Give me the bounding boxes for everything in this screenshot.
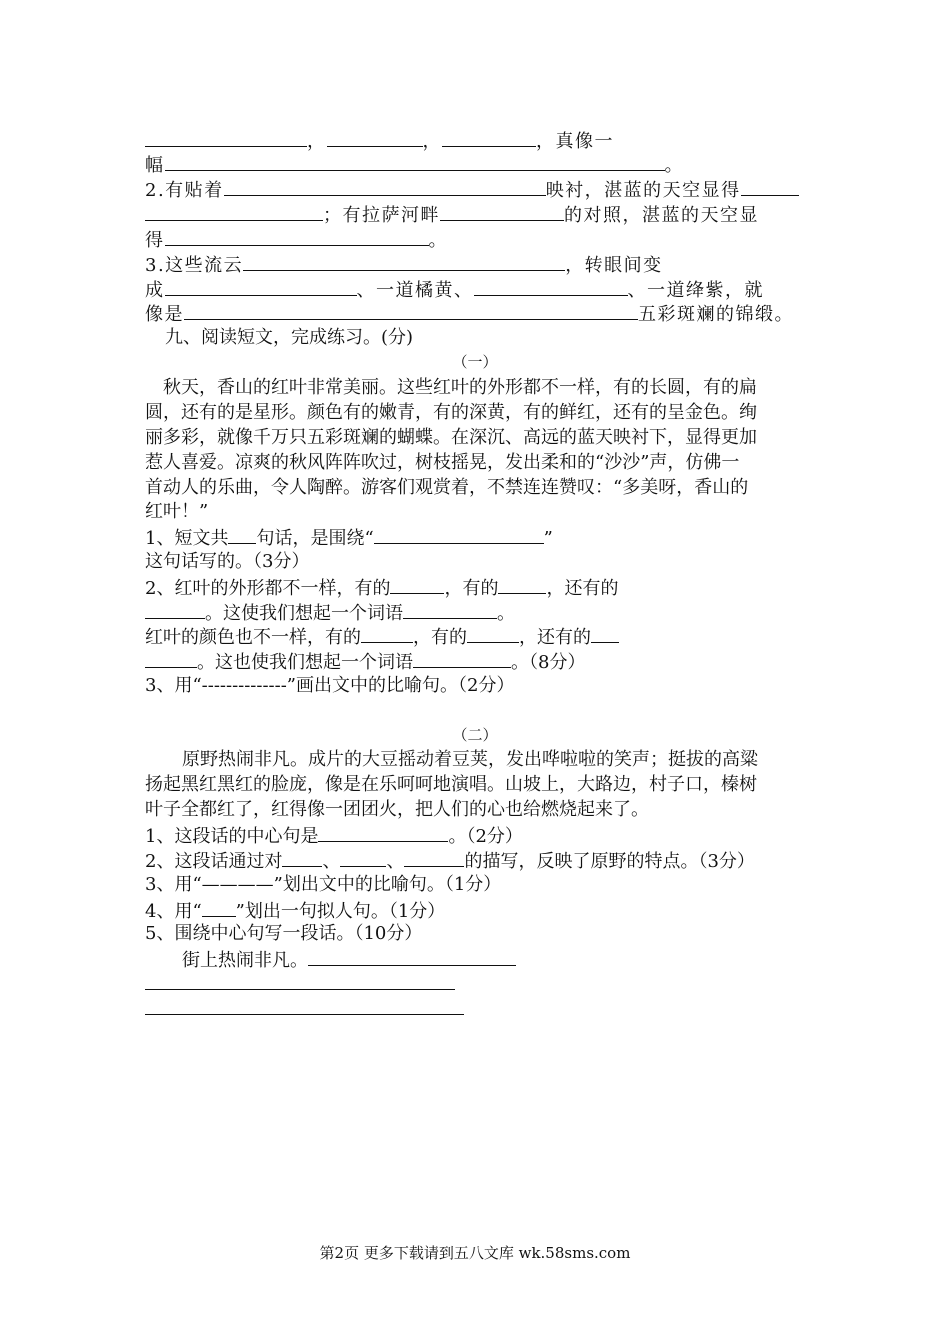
q8-item3-line3: 像是 五彩斑斓的锦缎。 — [145, 301, 794, 327]
q8-item3-line2: 成 、一道橘黄、 、一道绛紫，就 — [145, 277, 764, 303]
p1-question-2-line4: 。这也使我们想起一个词语 。（8分） — [145, 649, 585, 675]
blank[interactable] — [361, 624, 413, 643]
passage-1-line: 红叶！” — [145, 501, 209, 522]
blank[interactable] — [165, 277, 357, 296]
blank[interactable] — [374, 525, 544, 544]
p2-question-2: 2、这段话通过对 、 、 的描写，反映了原野的特点。（3分） — [145, 848, 755, 874]
p1-question-3: 3、用“--------------”画出文中的比喻句。（2分） — [145, 675, 515, 696]
p1-question-2-line3: 红叶的颜色也不一样，有的 ，有的 ，还有的 — [145, 624, 619, 650]
p2-question-1: 1、这段话的中心句是 。（2分） — [145, 823, 523, 849]
page-footer: 第2页 更多下载请到五八文库 wk.58sms.com — [319, 1244, 631, 1262]
q8-line2: 幅 。 — [145, 152, 684, 178]
q8-item2-line1: 2.有贴着 映衬，湛蓝的天空显得 — [145, 177, 799, 203]
blank[interactable] — [474, 277, 628, 296]
blank[interactable] — [145, 128, 307, 147]
passage-1-line: 丽多彩，就像千万只五彩斑斓的蝴蝶。在深沉、高远的蓝天映衬下，显得更加 — [145, 427, 757, 448]
blank[interactable] — [467, 624, 519, 643]
passage-2-line: 叶子全都红了，红得像一团团火，把人们的心也给燃烧起来了。 — [145, 799, 649, 820]
p1-question-1-line2: 这句话写的。（3分） — [145, 551, 310, 572]
p2-question-5-answer: 街上热闹非凡。 — [182, 947, 516, 973]
section-9-heading: 九、阅读短文，完成练习。(分) — [165, 327, 414, 348]
blank[interactable] — [165, 227, 429, 246]
answer-line[interactable] — [145, 1014, 464, 1015]
passage-1-line: 圆，还有的是星形。颜色有的嫩青，有的深黄，有的鲜红，还有的呈金色。绚 — [145, 402, 757, 423]
blank[interactable] — [145, 600, 205, 619]
q8-line1: ， ， ，真像一 — [145, 128, 614, 154]
passage-1-title: （一） — [452, 353, 498, 371]
passage-2-line: 原野热闹非凡。成片的大豆摇动着豆荚，发出哗啦啦的笑声；挺拔的高粱 — [182, 749, 758, 770]
p2-question-5: 5、围绕中心句写一段话。（10分） — [145, 923, 423, 944]
blank[interactable] — [413, 649, 511, 668]
p1-question-2-line2: 。这使我们想起一个词语 。 — [145, 600, 515, 626]
p1-question-1: 1、短文共 句话，是围绕“ ” — [145, 525, 553, 551]
blank[interactable] — [184, 301, 638, 320]
blank[interactable] — [390, 575, 444, 594]
blank[interactable] — [403, 600, 497, 619]
blank[interactable] — [224, 177, 546, 196]
blank[interactable] — [404, 848, 464, 867]
passage-2-title: （二） — [452, 726, 498, 744]
passage-2-line: 扬起黑红黑红的脸庞，像是在乐呵呵地演唱。山坡上，大路边，村子口，榛树 — [145, 774, 757, 795]
blank[interactable] — [498, 575, 546, 594]
blank[interactable] — [308, 947, 516, 966]
p1-question-2: 2、红叶的外形都不一样，有的 ，有的 ，还有的 — [145, 575, 618, 601]
q8-item2-line3: 得 。 — [145, 227, 448, 253]
blank[interactable] — [145, 202, 323, 221]
answer-line[interactable] — [145, 989, 455, 990]
blank[interactable] — [243, 252, 565, 271]
blank[interactable] — [202, 898, 236, 917]
passage-1-line: 首动人的乐曲，令人陶醉。游客们观赏着，不禁连连赞叹：“多美呀，香山的 — [145, 477, 749, 498]
blank[interactable] — [442, 128, 536, 147]
blank[interactable] — [282, 848, 322, 867]
q8-item3-line1: 3.这些流云 ，转眼间变 — [145, 252, 663, 278]
blank[interactable] — [741, 177, 799, 196]
blank[interactable] — [340, 848, 386, 867]
passage-1-line: 惹人喜爱。凉爽的秋风阵阵吹过，树枝摇晃，发出柔和的“沙沙”声，仿佛一 — [145, 452, 740, 473]
p2-question-4: 4、用“ ”划出一句拟人句。（1分） — [145, 898, 445, 924]
blank[interactable] — [591, 624, 619, 643]
blank[interactable] — [228, 525, 256, 544]
p2-question-3: 3、用“————”划出文中的比喻句。（1分） — [145, 874, 502, 895]
blank[interactable] — [318, 823, 448, 842]
q8-item2-line2: ；有拉萨河畔 的对照，湛蓝的天空显 — [145, 202, 759, 228]
blank[interactable] — [327, 128, 423, 147]
passage-1-line: 秋天，香山的红叶非常美丽。这些红叶的外形都不一样，有的长圆，有的扁 — [163, 377, 757, 398]
blank[interactable] — [145, 649, 197, 668]
blank[interactable] — [165, 152, 665, 171]
blank[interactable] — [440, 202, 564, 221]
